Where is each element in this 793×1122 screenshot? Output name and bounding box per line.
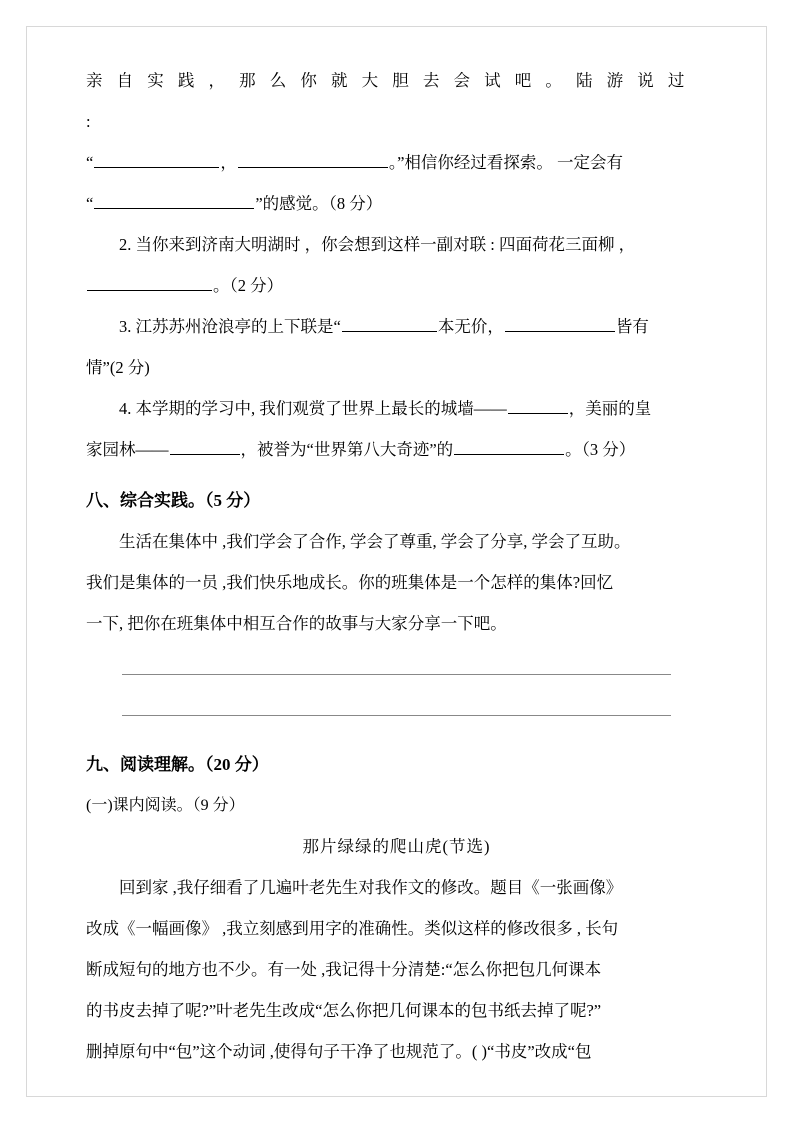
blank-field[interactable]: [454, 437, 564, 455]
section-8-body-line-3: 一下, 把你在班集体中相互合作的故事与大家分享一下吧。: [86, 614, 507, 633]
passage-line-4: 的书皮去掉了呢?”叶老先生改成“怎么你把几何课本的包书纸去掉了呢?”: [86, 1001, 602, 1020]
question-3-line-2: [86, 347, 707, 388]
question-4-text-mid-2: ，被誉为“世界第八大奇迹”的: [240, 440, 454, 459]
blank-field[interactable]: [87, 273, 212, 291]
section-8-heading: 八、综合实践。（5 分）: [86, 491, 261, 510]
comma-sep: ，: [220, 153, 237, 172]
question-1-line-3: [86, 183, 707, 224]
page-border-left: [26, 26, 27, 1097]
question-3-text: 3. 江苏苏州沧浪亭的上下联是“: [119, 317, 341, 336]
question-1-line-1: 亲 自 实 践 ， 那 么 你 就 大 胆 去 会 试 吧 。 陆 游 说 过 :: [86, 71, 689, 131]
dash-mark: ——: [473, 399, 507, 418]
quote-open-2: “: [86, 194, 94, 213]
question-3-text-mid: 本无价，: [437, 317, 504, 336]
question-3-text-tail: 情”(2 分): [86, 358, 150, 377]
section-9-subheading: (一)课内阅读。（9 分）: [86, 797, 245, 814]
blank-field[interactable]: [170, 437, 240, 455]
blank-field[interactable]: [94, 191, 254, 209]
section-8-body-line-2: 我们是集体的一员 ,我们快乐地成长。你的班集体是一个怎样的集体?回忆: [86, 573, 614, 592]
question-2-text: 2. 当你来到济南大明湖时 ，你会想到这样一副对联 : 四面荷花三面柳 ，: [119, 235, 636, 254]
question-1-text-tail: 。”相信你经过看探索。 一定会有: [388, 153, 624, 172]
question-2-line-2: [86, 265, 707, 306]
page-content: [86, 60, 707, 1072]
quote-open: “: [86, 153, 94, 172]
blank-field[interactable]: [508, 396, 568, 414]
blank-field[interactable]: [342, 314, 437, 332]
question-4-text-tail: 。（3 分）: [565, 440, 636, 459]
spacer: [86, 716, 707, 734]
page-border-top: [26, 26, 767, 27]
page-border-bottom: [26, 1096, 767, 1097]
question-4-text: 4. 本学期的学习中, 我们观赏了世界上最长的城墙: [119, 399, 474, 418]
question-2-line-1: [86, 224, 707, 265]
question-1-line-2: [86, 142, 707, 183]
blank-field[interactable]: [505, 314, 615, 332]
passage-line-3: 断成短句的地方也不少。有一处 ,我记得十分清楚:“怎么你把包几何课本: [86, 960, 602, 979]
section-9-heading: 九、阅读理解。（20 分）: [86, 755, 269, 774]
question-3-text-post: 皆有: [615, 317, 649, 336]
answer-line-1[interactable]: [122, 674, 671, 675]
passage-title: 那片绿绿的爬山虎(节选): [302, 837, 491, 856]
passage-line-1: 回到家 ,我仔细看了几遍叶老先生对我作文的修改。题目《一张画像》: [119, 878, 623, 897]
dash-mark-2: ——: [135, 440, 169, 459]
passage-line-5: 删掉原句中“包”这个动词 ,使得句子干净了也规范了。( )“书皮”改成“包: [86, 1042, 592, 1061]
page-border-right: [766, 26, 767, 1097]
question-1-text-end: ”的感觉。（8 分）: [255, 194, 383, 213]
question-3-line-1: [86, 306, 707, 347]
question-4-text-mid: ，美丽的皇: [568, 399, 652, 418]
section-8-body-line-1: 生活在集体中 ,我们学会了合作, 学会了尊重, 学会了分享, 学会了互助。: [119, 532, 631, 551]
question-4-text-cont: 家园林: [86, 440, 136, 459]
question-4-line-1: [86, 388, 707, 429]
blank-field[interactable]: [238, 150, 388, 168]
passage-line-2: 改成《一幅画像》 ,我立刻感到用字的准确性。类似这样的修改很多 , 长句: [86, 919, 619, 938]
blank-field[interactable]: [94, 150, 219, 168]
question-4-line-2: [86, 429, 707, 470]
question-2-text-tail: 。（2 分）: [213, 276, 284, 295]
